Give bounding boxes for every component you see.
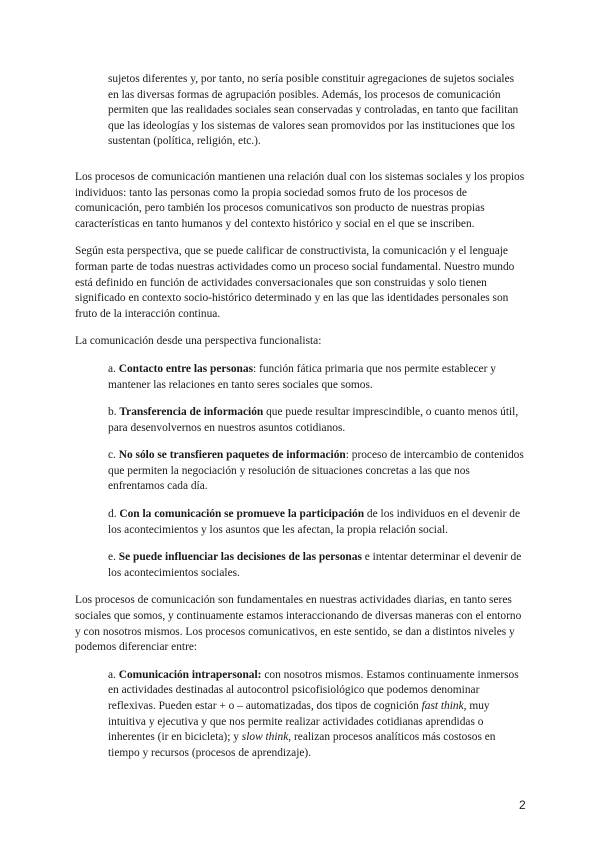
function-item-b: b. Transferencia de información que puede resultar imprescindible, o cuanto menos útil, para desenvolvernos en nuestros asuntos cotidianos. <box>108 406 519 434</box>
level-item-a-title: Comunicación intrapersonal: <box>118 668 262 681</box>
fast-think-term: fast think <box>421 700 464 712</box>
function-item-a: a. Contacto entre las personas: función fática primaria que nos permite establecer y mantener las relaciones en tanto seres sociales que somos. <box>108 362 496 391</box>
level-item-a: a. Comunicación intrapersonal: con nosotros mismos. Estamos continuamente inmersos en actividades destinadas al autocontrol psicofisiológico que podemos denominar reflexivas. Pueden estar + o – automatizadas, dos tipos de cognición fast think, muy intuitiva y ejecutiva y que nos permite realizar actividades cotidianas aprendidas o inherentes (ir en bicicleta); y slow think, realizan procesos analíticos más costosos en tiempo y recursos (procesos de aprendizaje). <box>108 668 519 759</box>
function-item-c: c. No sólo se transfieren paquetes de información: proceso de intercambio de contenidos que permiten la negociación y resolución de situaciones concretas a las que nos enfrentamos cada día. <box>108 449 524 493</box>
page-content <box>75 72 527 773</box>
paragraph-functionalist-intro: La comunicación desde una perspectiva funcionalista: <box>75 335 322 348</box>
function-item-e-title: Se puede influenciar las decisiones de las personas <box>118 551 362 564</box>
paragraph-constructivist: Según esta perspectiva, que se puede calificar de constructivista, la comunicación y el lenguaje forman parte de todas nuestras actividades como un proceso social fundamental. Nuestro mundo está definido en función de actividades conversacionales que son construidas y solo tienen significado en contexto socio-histórico determinado y en las que las identidades personales son fruto de la interacción continua. <box>75 245 515 320</box>
function-item-d: d. Con la comunicación se promueve la participación de los individuos en el devenir de los acontecimientos y los asuntos que les afectan, la propia relación social. <box>108 508 521 536</box>
function-item-d-title: Con la comunicación se promueve la participación <box>119 508 365 521</box>
function-item-e: e. Se puede influenciar las decisiones de las personas e intentar determinar el devenir de los acontecimientos sociales. <box>108 551 522 579</box>
paragraph-dual-relation: Los procesos de comunicación mantienen una relación dual con los sistemas sociales y los propios individuos: tanto las personas como la propia sociedad somos fruto de los procesos de comunicación, pero también los procesos comunicativos son producto de nuestras propias características en tanto humanos y del contexto histórico y social en el que se inscriben. <box>75 170 525 230</box>
page-number: 2 <box>519 798 526 812</box>
slow-think-term: slow think <box>241 731 289 744</box>
function-item-a-title: Contacto entre las personas <box>118 362 254 375</box>
paragraph-communication-levels: Los procesos de comunicación son fundamentales en nuestras actividades diarias, en tanto seres sociales que somos, y continuamente estamos interaccionando de diversas maneras con el entorno y con nosotros mismos. Los procesos comunicativos, en este sentido, se dan a distintos niveles y podemos diferenciar entre: <box>75 594 522 654</box>
intro-quote: sujetos diferentes y, por tanto, no sería posible constituir agregaciones de sujetos sociales en las diversas formas de agrupación posibles. Además, los procesos de comunicación permiten que las realidades sociales sean conservadas y controladas, en tanto que facilitan que las ideologías y los sistemas de valores sean promovidos por las instituciones que los sustentan (política, religión, etc.). <box>108 73 519 148</box>
function-item-b-title: Transferencia de información <box>119 406 264 419</box>
function-item-c-title: No sólo se transfieren paquetes de información <box>118 449 346 462</box>
